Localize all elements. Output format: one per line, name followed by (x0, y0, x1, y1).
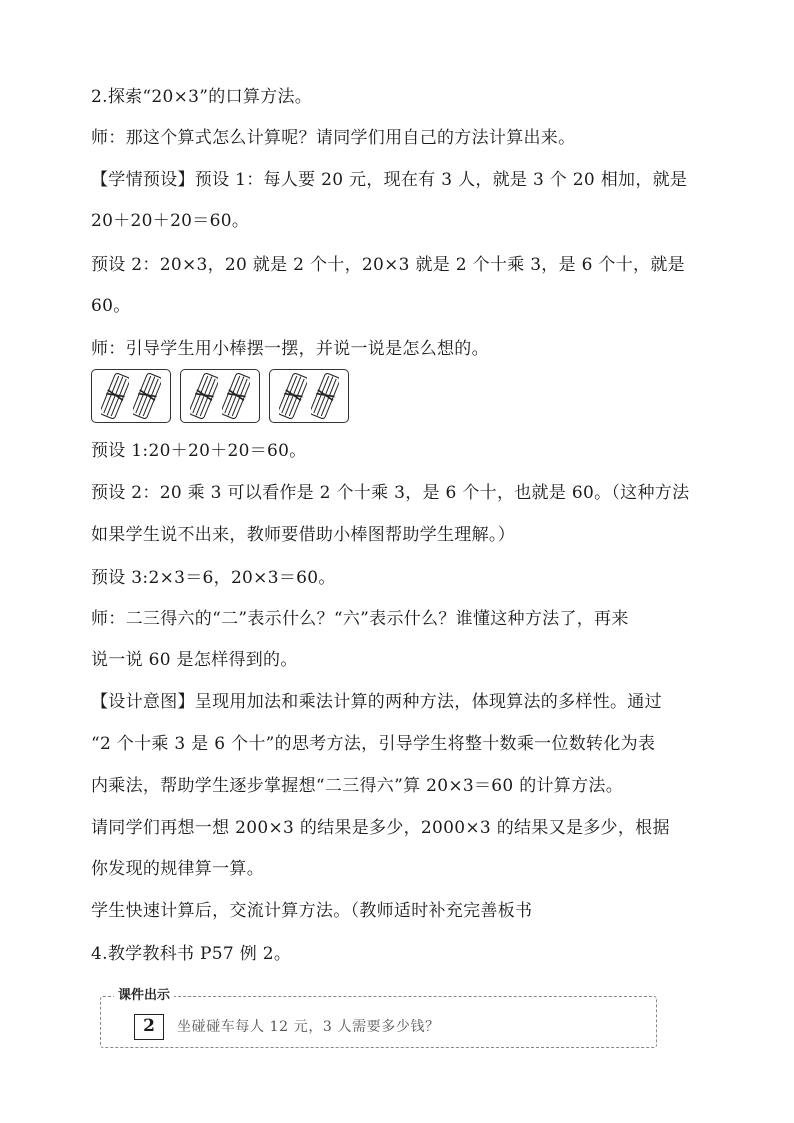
section-heading-example-2: 4.教学教科书 P57 例 2。 (91, 944, 292, 964)
design-intent-line-2: “2 个十乘 3 是 6 个十”的思考方法，引导学生将整十数乘一位数转化为表 (91, 734, 656, 754)
example-number-badge: 2 (134, 1014, 164, 1040)
student-exchange: 学生快速计算后，交流计算方法。（教师适时补充完善板书 (91, 901, 533, 921)
pattern-question-line-1: 请同学们再想一想 200×3 的结果是多少，2000×3 的结果又是多少，根据 (91, 818, 670, 838)
stick-bundle-icon (279, 372, 307, 420)
stick-bundle-icon (190, 372, 218, 420)
preset-2-line-2b: 如果学生说不出来，教师要借助小棒图帮助学生理解。） (91, 525, 515, 545)
stick-bundle-icon (101, 372, 129, 420)
pattern-question-line-2: 你发现的规律算一算。 (91, 859, 264, 879)
preset-2-line-1: 预设 2：20×3，20 就是 2 个十，20×3 就是 2 个十乘 3，是 6 个十，就是 (91, 255, 685, 275)
teacher-question-2-line-1: 师：二三得六的“二”表示什么？“六”表示什么？谁懂这种方法了，再来 (91, 609, 629, 629)
teacher-question: 师：那这个算式怎么计算呢？请同学们用自己的方法计算出来。 (91, 128, 576, 148)
preset-1-line-2: 20＋20＋20＝60。 (91, 211, 250, 231)
preset-2-line-1b: 预设 2：20 乘 3 可以看作是 2 个十乘 3，是 6 个十，也就是 60。（这种方法 (91, 483, 690, 503)
stick-group (91, 369, 171, 423)
stick-bundles-figure (91, 369, 349, 423)
design-intent-line-1: 【设计意图】呈现用加法和乘法计算的两种方法，体现算法的多样性。通过 (91, 692, 662, 712)
stick-group (180, 369, 260, 423)
courseware-box (100, 988, 657, 1048)
preset-1-line-1: 【学情预设】预设 1：每人要 20 元，现在有 3 人，就是 3 个 20 相加，就是 (91, 170, 688, 190)
stick-bundle-icon (222, 372, 250, 420)
preset-1-addition: 预设 1:20＋20＋20＝60。 (91, 441, 307, 461)
teacher-guide-sticks: 师：引导学生用小棒摆一摆，并说一说是怎么想的。 (91, 339, 489, 359)
section-heading-explore: 2.探索“20×3”的口算方法。 (91, 87, 313, 107)
example-question: 坐碰碰车每人 12 元，3 人需要多少钱？ (177, 1019, 440, 1035)
preset-3: 预设 3:2×3＝6，20×3＝60。 (91, 568, 336, 588)
design-intent-line-3: 内乘法，帮助学生逐步掌握想“二三得六”算 20×3＝60 的计算方法。 (91, 776, 624, 796)
stick-group (269, 369, 349, 423)
teacher-question-2-line-2: 说一说 60 是怎样得到的。 (91, 650, 298, 670)
courseware-tag: 课件出示 (114, 988, 174, 1004)
stick-bundle-icon (133, 372, 161, 420)
preset-2-line-2: 60。 (91, 296, 131, 316)
stick-bundle-icon (311, 372, 339, 420)
